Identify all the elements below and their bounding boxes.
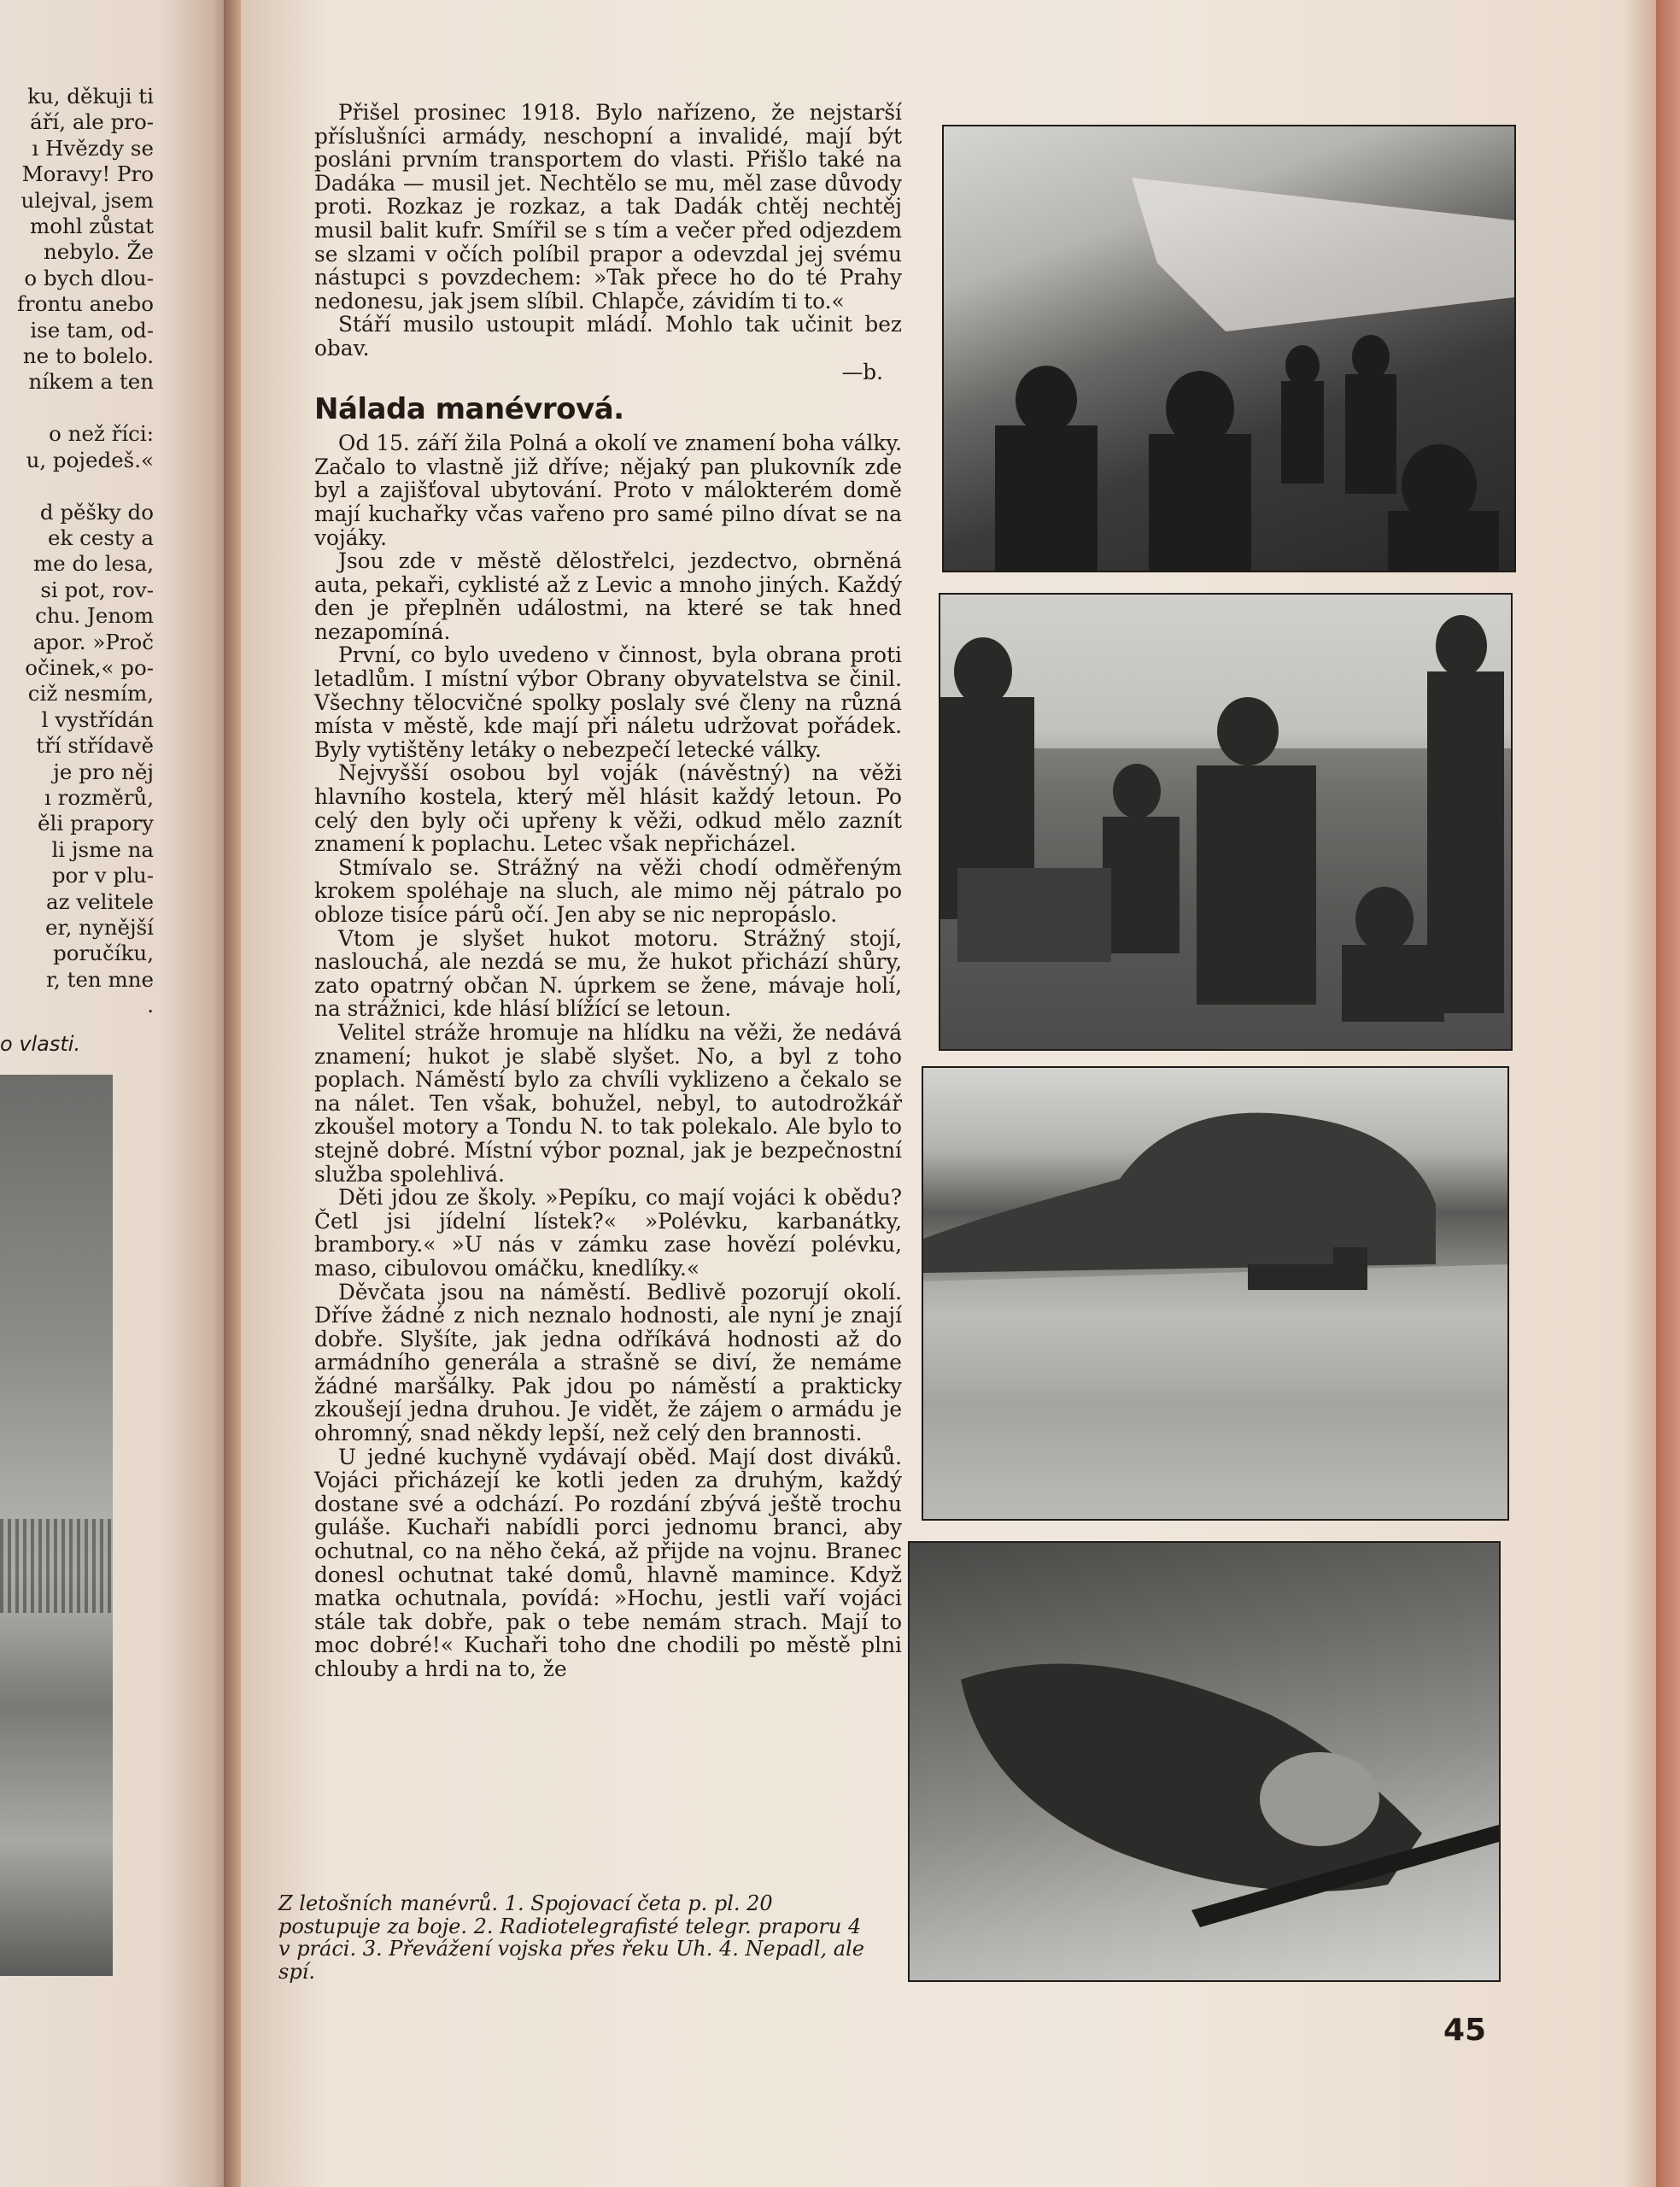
left-page-line: ciž nesmím, [27,681,154,707]
left-page-line: me do lesa, [32,551,154,577]
photo-radiotelegraphists [940,595,1511,1049]
photo-marching-soldiers [944,126,1514,571]
left-page-line: poručíku, [53,941,154,966]
article-paragraph: Velitel stráže hromuje na hlídku na věži, že nedává znamení; hukot je slabě slyšet. No, a byl z toho poplach. Náměstí bylo za chvíli vyklizeno a čekalo se na nálet. Ten však, bohužel, nebyl, to autodrožkář zkoušel motory a Tondu N. to tak polekalo. Ale bylo to stejně dobré. Místní výbor poznal, jak je bezpečnostní služba spolehlivá. [314,1019,902,1187]
photo-river-crossing [923,1068,1507,1519]
article-paragraph: Nejvyšší osobou byl voják (návěstný) na věži hlavního kostela, který měl hlásit každý letoun. Po celý den byly oči upřeny k věži, odkud mělo zaznít znamení k poplachu. Letec však nepřicházel. [314,760,902,857]
article-paragraph: Děti jdou ze školy. »Pepíku, co mají vojáci k obědu? Četl jsi jídelní lístek?« »Polévku, karbanátky, brambory.« »U nás v zámku zase hovězí polévku, maso, cibulovou omáčku, knedlíky.« [314,1185,902,1281]
left-page-line: frontu anebo [16,291,154,317]
left-page-line: ne to bolelo. [22,343,154,369]
article-paragraph: Stmívalo se. Strážný na věži chodí odměřeným krokem spoléhaje na sluch, ale mimo něj pátralo po obloze tisíce párů očí. Jen aby se nic nepropáslo. [314,854,902,927]
left-page-line [0,396,154,421]
left-page-line: az velitele [46,888,154,914]
left-page-line: tří střídavě [36,733,154,759]
left-page-line: o než říci: [49,421,154,447]
left-page-line: ěli prapory [38,811,154,836]
left-page-line: . [147,993,154,1018]
article-paragraph: Vtom je slyšet hukot motoru. Strážný stojí, naslouchá, ale nezdá se mu, že hukot přichází shůry, zato opatrný občan N. úprkem se žene, mávaje holí, na strážnici, kde hlásí blížící se letoun. [314,925,902,1022]
left-page-line: chu. Jenom [35,603,154,629]
left-page-line: por v plu- [51,863,154,888]
left-page-line: mohl zůstat [30,214,154,239]
page-edge [1656,0,1680,2187]
left-page-photo [0,1075,113,1976]
left-page-line: nebylo. Že [43,239,154,265]
article-column [314,101,902,1681]
left-page-line: d pěšky do [39,499,154,525]
left-page-line: ku, děkuji ti [27,84,154,108]
left-page-line: ise tam, od- [30,317,154,343]
section-heading: Nálada manévrová. [314,392,624,427]
photo-sleeping-soldier [910,1543,1499,1980]
article-paragraph: Od 15. září žila Polná a okolí ve znamení boha války. Začalo to vlastně již dříve; nějaký pan plukovník zde byl a zajišťoval ubytování. Proto v málokterém domě mají kuchařky včas vařeno pro samé pilno dívat se na vojáky. [314,431,902,550]
left-page-line: er, nynější [45,915,154,940]
left-page-line: áří, ale pro- [30,109,154,135]
photo-caption: Z letošních manévrů. 1. Spojovací četa p. pl. 20 postupuje za boje. 2. Radiotelegrafisté telegr. praporu 4 v práci. 3. Převážení vojska přes řeku Uh. 4. Nepadl, ale spí. [278,1891,864,1984]
left-page-line: ı rozměrů, [44,784,154,810]
article-paragraph: První, co bylo uvedeno v činnost, byla obrana proti letadlům. I místní výbor Obrany obyvatelstva se činil. Všechny tělocvičné spolky poslaly své členy na různá místa v městě, kde mají při náletu udržovat pořádek. Byly vytištěny letáky o nebezpečí letecké války. [314,642,902,762]
article-paragraph: U jedné kuchyně vydávají oběd. Mají dost diváků. Vojáci přicházejí ke kotli jeden za druhým, každý dostane své a odchází. Po rozdání zbývá ještě trochu guláše. Kuchaři nabídli porci jednomu branci, aby ochutnal, co na něho čeká, až přijde na vojnu. Branec donesl ochutnat také domů, hlavně mamince. Když matka ochutnala, povídá: »Hochu, jestli vaří vojáci stále tak dobře, pak o tebe nemám strach. Mají to moc dobré!« Kuchaři toho dne chodili po městě plni chlouby a hrdi na to, že [314,1444,902,1681]
left-page-line: li jsme na [51,836,154,862]
article-paragraph: Jsou zde v městě dělostřelci, jezdectvo, obrněná auta, pekaři, cyklisté až z Levic a mnoho jiných. Každý den je přeplněn událostmi, na které se tak hned nezapomíná. [314,548,902,644]
left-page-line: u, pojedeš.« [26,447,154,472]
article-paragraph: Děvčata jsou na náměstí. Bedlivě pozorují okolí. Dříve žádné z nich neznalo hodnosti, ale nyní je znají dobře. Slyšíte, jak jedna odříkává hodnosti až do armádního generála a strašně se diví, že nemáme žádné maršálky. Pak jdou po náměstí a prakticky zkoušejí jedna druhou. Je vidět, že zájem o armádu je ohromný, snad někdy lepší, než celý den brannosti. [314,1279,902,1446]
left-page-line: ı Hvězdy se [32,135,154,161]
left-page-line: si pot, rov- [40,577,154,602]
left-page-line: níkem a ten [28,369,154,395]
left-page-line: l vystřídán [41,707,154,732]
left-page-line: očinek,« po- [25,654,154,680]
left-page-line: Moravy! Pro [21,161,154,187]
left-page-text [0,84,154,1019]
left-page-line: ek cesty a [47,525,154,550]
left-page-line: apor. »Proč [32,629,154,654]
left-page-line: ulejval, jsem [20,187,154,213]
left-page-line: je pro něj [53,759,154,784]
intro-paragraph: Přišel prosinec 1918. Bylo nařízeno, že nejstarší příslušníci armády, neschopní a invalidé, mají být posláni prvním transportem do vlasti. Přišlo také na Dadáka — musil jet. Nechtělo se mu, měl zase důvody proti. Rozkaz je rozkaz, a tak Dadák chtěj nechtěj musil balit kufr. Smířil se s tím a večer před odjezdem se slzami v očích políbil prapor a odevzdal jej svému nástupci s povzdechem: »Tak přece ho do té Prahy nedonesu, jak jsem slíbil. Chlapče, závidím ti to.« [314,100,902,314]
page-number: 45 [1443,2013,1487,2048]
author-signature: —b. [841,359,883,384]
left-page-line: o bych dlou- [24,265,154,290]
left-page-line: r, ten mne [45,966,154,992]
left-page-line [0,473,154,499]
intro-paragraph: Stáří musilo ustoupit mládí. Mohlo tak učinit bez obav. [314,312,902,361]
left-page [0,0,231,2187]
left-page-caption: o vlasti. [0,1032,81,1056]
